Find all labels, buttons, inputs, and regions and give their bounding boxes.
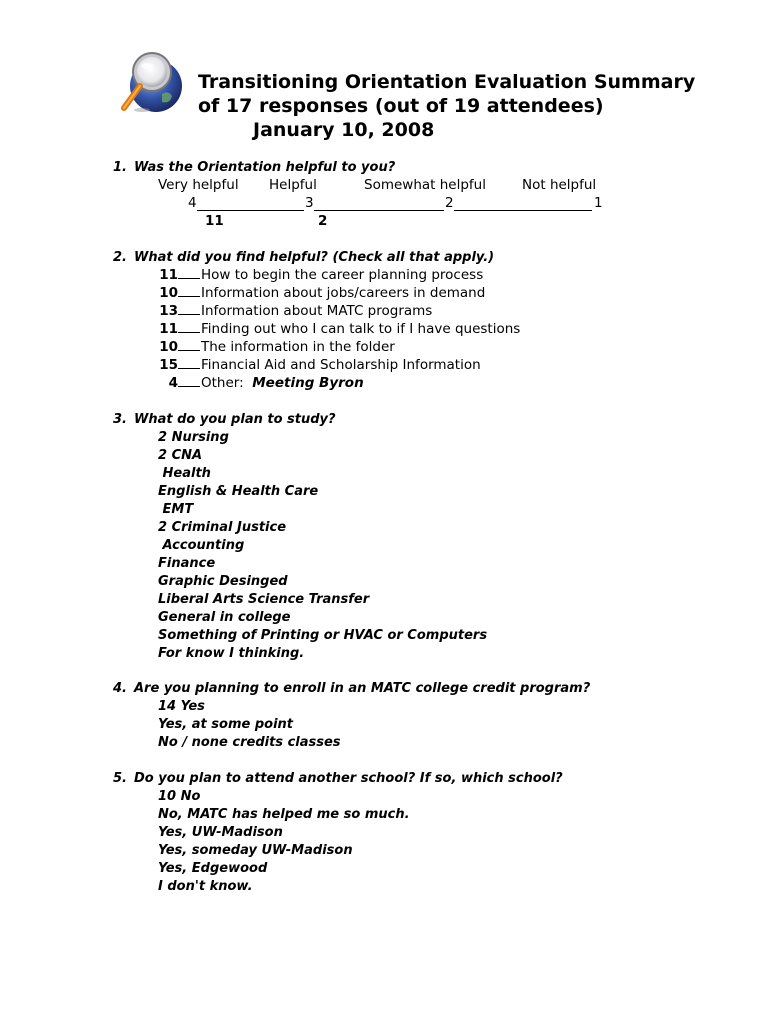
- scale-number-3: 3: [305, 195, 314, 211]
- scale-line: [314, 210, 444, 211]
- title-line-1: Transitioning Orientation Evaluation Summary: [198, 71, 696, 93]
- list-item: Finance: [158, 556, 216, 571]
- scale-number-2: 2: [445, 195, 454, 211]
- list-item: 11 Finding out who I can talk to if I have questions: [159, 321, 521, 337]
- list-item: Graphic Desinged: [158, 574, 288, 589]
- list-item: For know I thinking.: [158, 646, 305, 661]
- magnifier-globe-logo: [116, 48, 188, 116]
- scale-number-4: 4: [188, 195, 197, 211]
- question-3: 3. What do you plan to study?: [113, 412, 336, 427]
- list-item: 10 The information in the folder: [159, 339, 395, 355]
- list-item: General in college: [158, 610, 291, 625]
- list-item: Yes, someday UW-Madison: [158, 843, 353, 858]
- scale-label-helpful: Helpful: [269, 177, 317, 193]
- question-2: 2. What did you find helpful? (Check all that apply.): [113, 250, 495, 265]
- list-item: Accounting: [158, 538, 245, 553]
- other-answer: Meeting Byron: [252, 375, 364, 391]
- list-item: 10 Information about jobs/careers in demand: [159, 285, 486, 301]
- list-item: No / none credits classes: [158, 735, 341, 750]
- list-item: Health: [158, 466, 211, 481]
- answer-list: [158, 698, 341, 752]
- scale-label-somewhat-helpful: Somewhat helpful: [364, 177, 486, 193]
- page-title: [198, 70, 695, 142]
- question-5: 5. Do you plan to attend another school? If so, which school?: [113, 771, 563, 786]
- count-very-helpful: 11: [205, 213, 224, 229]
- scale-line: [197, 210, 304, 211]
- list-item: Liberal Arts Science Transfer: [158, 592, 370, 607]
- list-item: 14 Yes: [158, 699, 205, 714]
- scale-number-1: 1: [594, 195, 603, 211]
- scale-line: [454, 210, 592, 211]
- list-item: 4 Other: Meeting Byron: [168, 375, 364, 391]
- list-item: 2 Criminal Justice: [158, 520, 287, 535]
- list-item: 10 No: [158, 789, 201, 804]
- list-item: 11 How to begin the career planning process: [159, 267, 484, 283]
- list-item: 2 CNA: [158, 448, 203, 463]
- list-item: I don't know.: [158, 879, 253, 894]
- count-helpful: 2: [318, 213, 328, 229]
- scale-label-not-helpful: Not helpful: [522, 177, 597, 193]
- scale-label-very-helpful: Very helpful: [158, 177, 239, 193]
- list-item: Something of Printing or HVAC or Computers: [158, 628, 488, 643]
- list-item: Yes, UW-Madison: [158, 825, 283, 840]
- list-item: 15 Financial Aid and Scholarship Information: [159, 357, 481, 373]
- answer-list: [158, 788, 410, 896]
- question-1: 1. Was the Orientation helpful to you?: [113, 160, 396, 175]
- list-item: 13 Information about MATC programs: [159, 303, 433, 319]
- list-item: No, MATC has helped me so much.: [158, 807, 410, 822]
- list-item: English & Health Care: [158, 484, 319, 499]
- title-line-3: January 10, 2008: [253, 119, 435, 141]
- answer-list: [158, 429, 487, 663]
- list-item: 2 Nursing: [158, 430, 229, 445]
- title-line-2: of 17 responses (out of 19 attendees): [198, 95, 604, 117]
- question-4: 4. Are you planning to enroll in an MATC college credit program?: [113, 681, 591, 696]
- list-item: Yes, Edgewood: [158, 861, 268, 876]
- list-item: EMT: [158, 502, 194, 517]
- list-item: Yes, at some point: [158, 717, 293, 732]
